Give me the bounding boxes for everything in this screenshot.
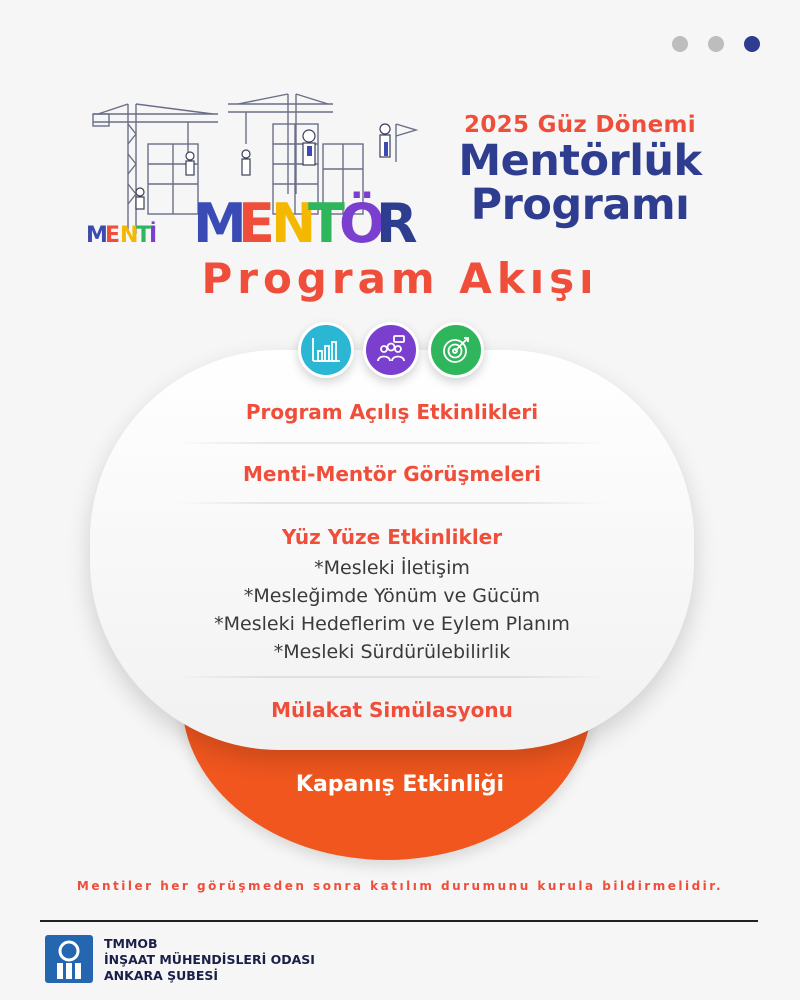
svg-text:M: M — [193, 192, 247, 254]
list-item: *Mesleki Hedeflerim ve Eylem Planım — [214, 613, 570, 635]
carousel-dots — [672, 36, 760, 52]
flow-title: Program Akışı — [201, 254, 599, 303]
imo-logo-icon — [44, 934, 94, 984]
title-line-1: Mentörlük — [458, 136, 702, 186]
divider — [175, 442, 609, 444]
svg-text:M: M — [86, 223, 108, 248]
carousel-dot-2[interactable] — [708, 36, 724, 52]
people-icon — [363, 322, 419, 378]
svg-text:R: R — [376, 192, 418, 254]
organization-name — [104, 936, 315, 984]
footer-divider — [40, 920, 758, 922]
season-label: 2025 Güz Dönemi — [464, 112, 696, 138]
list-item: *Mesleğimde Yönüm ve Gücüm — [243, 585, 541, 607]
opening-events-label: Program Açılış Etkinlikleri — [245, 400, 539, 424]
svg-text:E: E — [105, 223, 121, 248]
carousel-dot-1[interactable] — [672, 36, 688, 52]
carousel-dot-3-active[interactable] — [744, 36, 760, 52]
attendance-note: Mentiler her görüşmeden sonra katılım durumunu kurula bildirmelidir. — [76, 879, 724, 893]
face-to-face-label: Yüz Yüze Etkinlikler — [281, 525, 503, 549]
mentor-meetings-label: Menti-Mentör Görüşmeleri — [243, 462, 541, 486]
org-line-1: TMMOB — [104, 936, 158, 951]
divider — [175, 502, 609, 504]
divider — [175, 676, 609, 678]
svg-text:N: N — [271, 192, 317, 254]
svg-text:E: E — [238, 192, 275, 254]
svg-text:İ: İ — [149, 223, 158, 248]
interview-simulation-label: Mülakat Simülasyonu — [271, 698, 513, 722]
closing-event-label: Kapanış Etkinliği — [295, 772, 505, 797]
org-line-2: İNŞAAT MÜHENDİSLERİ ODASI — [104, 952, 315, 967]
list-item: *Mesleki Sürdürülebilirlik — [273, 641, 511, 663]
svg-text:N: N — [120, 223, 139, 248]
svg-text:Ö: Ö — [339, 192, 385, 254]
face-to-face-sub-list — [90, 554, 694, 666]
construction-illustration — [78, 84, 428, 254]
target-icon — [428, 322, 484, 378]
icon-row — [298, 322, 484, 378]
list-item: *Mesleki İletişim — [314, 557, 470, 579]
program-heading — [430, 112, 730, 230]
org-line-3: ANKARA ŞUBESİ — [104, 968, 219, 983]
chart-icon — [298, 322, 354, 378]
svg-text:T: T — [308, 192, 345, 254]
svg-text:T: T — [136, 223, 152, 248]
title-line-2: Programı — [470, 180, 690, 230]
